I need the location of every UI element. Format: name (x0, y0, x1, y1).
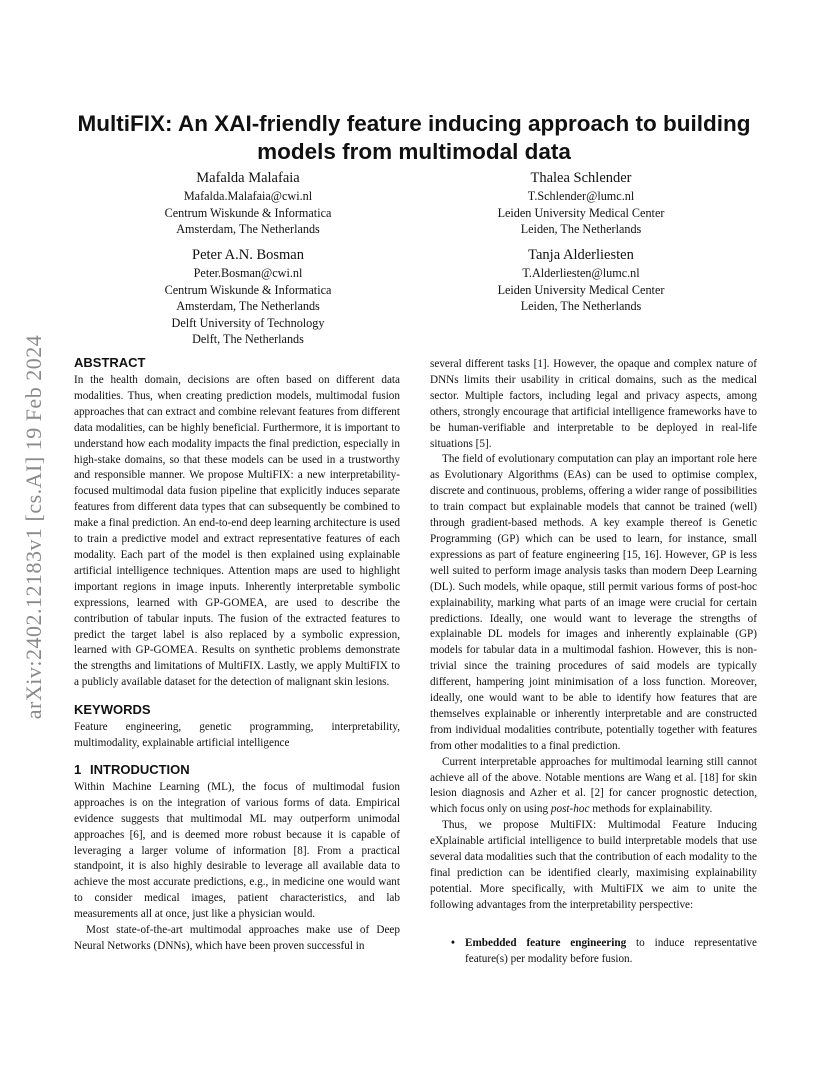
paragraph-3-text: Current interpretable approaches for multimodal learning still cannot achieve all of the above. Notable mentions are Wang et al. [18] for skin lesion diagnosis and Azher et al. [2] for cancer prognostic detection, which focus only on using (430, 755, 757, 816)
author-affiliation: Leiden University Medical Center (497, 282, 665, 297)
section-title: INTRODUCTION (90, 761, 190, 777)
author-email: Mafalda.Malafaia@cwi.nl (183, 189, 313, 203)
section-number: 1 (74, 761, 82, 777)
intro-paragraph-1: Within Machine Learning (ML), the focus of multimodal fusion approaches is on the integration of various forms of data. Empirical evidence suggests that multimodal ML may outperform unimodal approaches [6], and is deemed more robust because it is capable of leveraging a larger volume of information [8]. From a practical standpoint, it is also highly desirable to leverage all available data to achieve the most accurate predictions, e.g., in medicine one would want to consider medical images, patient characteristics, and lab measurements all at once, just like a physician would. (74, 780, 400, 921)
right-paragraph-3 (430, 755, 757, 819)
author-location: Amsterdam, The Netherlands (176, 299, 320, 313)
author-affiliation: Centrum Wiskunde & Informatica (164, 282, 332, 297)
author-email: T.Schlender@lumc.nl (527, 189, 635, 203)
author-location: Amsterdam, The Netherlands (176, 222, 320, 236)
author-block-1 (130, 168, 366, 238)
right-paragraph-2: The field of evolutionary computation can play an important role here as Evolutionary Algorithms (EAs) can be used to optimise complex, discrete and continuous, problems, offering a wider range of possibilities to train compact but explainable models that cannot be trained (well) through gradient-based methods. A key example thereof is Genetic Programming (GP) which can be used to learn, for instance, small expressions as part of feature engineering [15, 16]. However, GP is less well suited to perform image analysis tasks than modern Deep Learning (DL). Such models, while opaque, still permit various forms of post-hoc explainability, marking what parts of an image were crucial for certain predictions. Ideally, one would want to leverage the strengths of explainable DL models for images and inherently explainable (GP) models for tabular data in a multimodal fashion. However, this is non-trivial since the training procedures of said models are typically different, hampering joint minimisation of a loss function. Moreover, ideally, one would want to be able to identify how features that are themselves explainable or inherently interpretable and are constructed from individual modalities contribute, potentially together with features from other modalities to a final prediction. (430, 453, 757, 752)
abstract-text: In the health domain, decisions are often based on different data modalities. Thus, when creating prediction models, multimodal fusion approaches that can extract and combine relevant features from different data modalities, can be highly beneficial. Furthermore, it is important to understand how each modality impacts the final prediction, especially in high-stake domains, so that these models can be used in a trustworthy and responsible manner. We propose MultiFIX: a new interpretability-focused multimodal data fusion pipeline that explicitly induces separate features from different data types that can subsequently be combined to make a final prediction. An end-to-end deep learning architecture is used to train a predictive model and extract representative features of each modality. Each part of the model is then explained using explainable artificial intelligence techniques. Attention maps are used to highlight important regions in image inputs. Inherently interpretable symbolic expressions, learned with GP-GOMEA, are used to describe the contribution of tabular inputs. The fusion of the extracted features to predict the target label is also replaced by a symbolic expression, learned with GP-GOMEA. Results on synthetic problems demonstrate the strengths and limitations of MultiFIX. Lastly, we apply MultiFIX to a publicly available dataset for the detection of malignant skin lesions. (74, 374, 400, 689)
introduction-heading (74, 762, 400, 778)
author-email: Peter.Bosman@cwi.nl (193, 266, 303, 280)
right-column (430, 357, 757, 968)
author-block-4 (463, 245, 699, 315)
arxiv-stamp (14, 292, 54, 762)
intro-paragraph-2: Most state-of-the-art multimodal approaches make use of Deep Neural Networks (DNNs), which have been proven successful in (74, 924, 400, 952)
keywords-text: Feature engineering, genetic programming, interpretability, multimodality, explainable artificial intelligence (74, 721, 400, 750)
advantages-list (430, 936, 757, 968)
author-name: Thalea Schlender (530, 170, 632, 186)
abstract-heading: ABSTRACT (74, 355, 146, 370)
bullet-text: to induce representative feature(s) per modality before fusion. (465, 936, 757, 965)
author-block-3 (130, 245, 366, 348)
author-name: Peter A.N. Bosman (192, 247, 304, 263)
right-paragraph-1: several different tasks [1]. However, the opaque and complex nature of DNNs limits their usability in critical domains, such as the medical sector. Multiple factors, including legal and privacy aspects, among others, strongly encourage that artificial intelligence frameworks have to be human-verifiable and interpretable to be deployed in real-life situations [5]. (430, 358, 757, 450)
author-location-2: Delft, The Netherlands (192, 332, 304, 346)
right-paragraph-4: Thus, we propose MultiFIX: Multimodal Feature Inducing eXplainable artificial intelligence to build interpretable models that use several data modalities such that the contribution of each modality to the final prediction can be identified clearly, maximising explainability potential. More specifically, with MultiFIX we aim to unite the following advantages from the interpretability perspective: (430, 819, 757, 911)
author-affiliation: Leiden University Medical Center (497, 205, 665, 220)
author-block-2 (463, 168, 699, 238)
author-location: Leiden, The Netherlands (520, 222, 642, 236)
arxiv-stamp-text: arXiv:2402.12183v1 [cs.AI] 19 Feb 2024 (21, 334, 46, 720)
author-name: Tanja Alderliesten (528, 247, 634, 263)
author-email: T.Alderliesten@lumc.nl (522, 266, 640, 280)
left-column (74, 355, 400, 955)
keywords-heading: KEYWORDS (74, 702, 151, 718)
author-affiliation: Centrum Wiskunde & Informatica (164, 205, 332, 220)
list-item (430, 936, 757, 968)
author-affiliation-2: Delft University of Technology (171, 315, 325, 330)
bullet-bold-text: Embedded feature engineering (465, 936, 627, 949)
author-name: Mafalda Malafaia (196, 170, 300, 186)
author-location: Leiden, The Netherlands (520, 299, 642, 313)
paper-title: MultiFIX: An XAI-friendly feature inducing approach to building models from multimodal data (77, 111, 751, 164)
post-hoc-emphasis: post-hoc (550, 803, 590, 816)
paragraph-3-text-end: methods for explainability. (589, 803, 713, 816)
bullet-icon: • (451, 936, 455, 949)
